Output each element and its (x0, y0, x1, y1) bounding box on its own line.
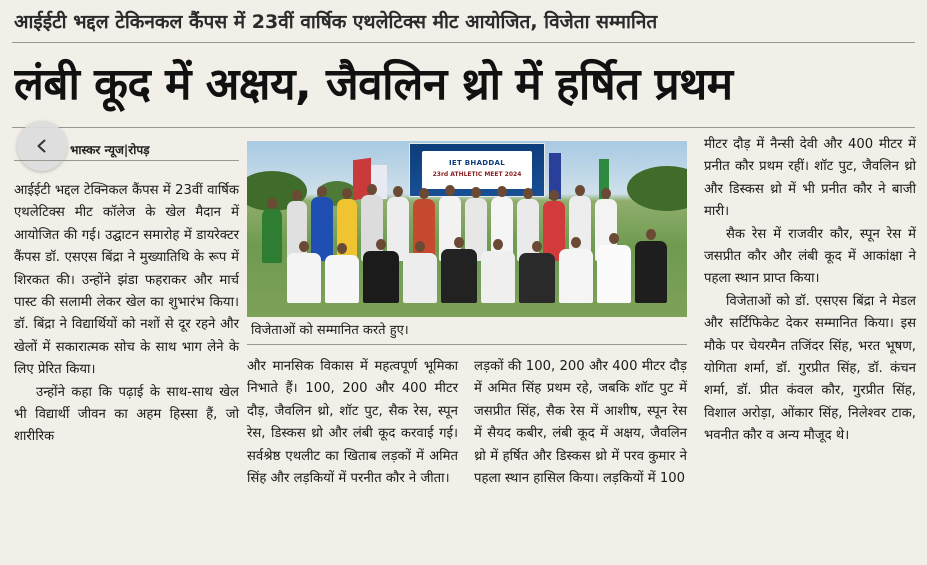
article-headline: लंबी कूद में अक्षय, जैवलिन थ्रो में हर्षित प्रथम (14, 59, 733, 110)
article-kicker: आईईटी भद्दल टेकिनकल कैंपस में 23वीं वार्षिक एथलेटिक्स मीट आयोजित, विजेता सम्मानित (14, 11, 658, 33)
article-column-2 (247, 356, 458, 490)
banner-title: IET BHADDAL (448, 159, 505, 167)
banner-subtitle: 23rd ATHLETIC MEET 2024 (432, 171, 522, 178)
col4-paragraph-1: मीटर दौड़ में नैन्सी देवी और 400 मीटर में प्रनीत कौर प्रथम रहीं। शॉट पुट, जैवलिन थ्रो और डिस्कस थ्रो में भी प्रनीत कौर ने बाजी मारी। (704, 137, 916, 220)
col4-paragraph-3: विजेताओं को डॉ. एसएस बिंद्रा ने मेडल और सर्टिफिकेट देकर सम्मानित किया। इस मौके पर चेयरमैन तजिंदर सिंह, भरत भूषण, योगिता शर्मा, डॉ. गुरप्रीत सिंह, डॉ. कंचन शर्मा, डॉ. प्रीत कंवल कौर, गुरप्रीत सिंह, विशाल अरोड़ा, ओंकार सिंह, निलेश्वर टाक, भवनीत कौर व अन्य मौजूद थे। (704, 293, 916, 444)
headline-divider (12, 127, 915, 128)
col3-paragraph-1: लड़कों की 100, 200 और 400 मीटर दौड़ में अमित सिंह प्रथम रहे, जबकि शॉट पुट में जसप्रीत सिंह, सैक रेस में आशीष, स्पून रेस में सैयद कबीर, लंबी कूद में अक्षय, जैवलिन थ्रो में हर्षित और डिस्कस थ्रो में परव कुमार ने पहला स्थान हासिल किया। लड़कियों में 100 (474, 359, 687, 487)
chevron-left-icon (34, 138, 50, 154)
caption-divider (247, 344, 687, 345)
byline-divider (14, 160, 239, 161)
article-byline: भास्कर न्यूज|रोपड़ (70, 143, 150, 157)
photo-caption: विजेताओं को सम्मानित करते हुए। (251, 323, 409, 338)
kicker-divider (12, 42, 915, 43)
col1-paragraph-2: उन्होंने कहा कि पढ़ाई के साथ-साथ खेल भी विद्यार्थी जीवन का अहम हिस्सा हैं, जो शारीरिक (14, 384, 239, 445)
col2-paragraph-1: और मानसिक विकास में महत्वपूर्ण भूमिका निभाते हैं। 100, 200 और 400 मीटर दौड़, जैवलिन थ्रो, शॉट पुट, सैक रेस, स्पून रेस, डिस्कस थ्रो और लंबी कूद करवाई गई। सर्वश्रेष्ठ एथलीट का खिताब लड़कों में अमित सिंह और लड़कियों में परनीत कौर ने जीता। (247, 359, 458, 487)
back-button[interactable] (17, 121, 67, 171)
article-column-3 (474, 356, 687, 490)
article-column-1 (14, 180, 239, 449)
article-photo (247, 141, 687, 317)
col4-paragraph-2: सैक रेस में राजवीर कौर, स्पून रेस में जसप्रीत कौर और लंबी कूद में आकांक्षा ने पहला स्थान प्राप्त किया। (704, 226, 916, 287)
article-column-4 (704, 134, 916, 448)
col1-paragraph-1: आईईटी भद्दल टेक्निकल कैंपस में 23वीं वार्षिक एथलेटिक्स मीट कॉलेज के खेल मैदान में आयोजित की गई। उद्घाटन समारोह में डायरेक्टर कैंपस डॉ. एसएस बिंद्रा ने मुख्यातिथि के रूप में शिरकत की। उन्होंने झंडा फहराकर और मार्च पास्ट की सलामी लेकर खेल का शुभारंभ किया। डॉ. बिंद्रा ने विद्यार्थियों को नशों से दूर रहने और खेलों में सकारात्मक सोच के साथ भाग लेने के लिए प्रेरित किया। (14, 183, 239, 378)
